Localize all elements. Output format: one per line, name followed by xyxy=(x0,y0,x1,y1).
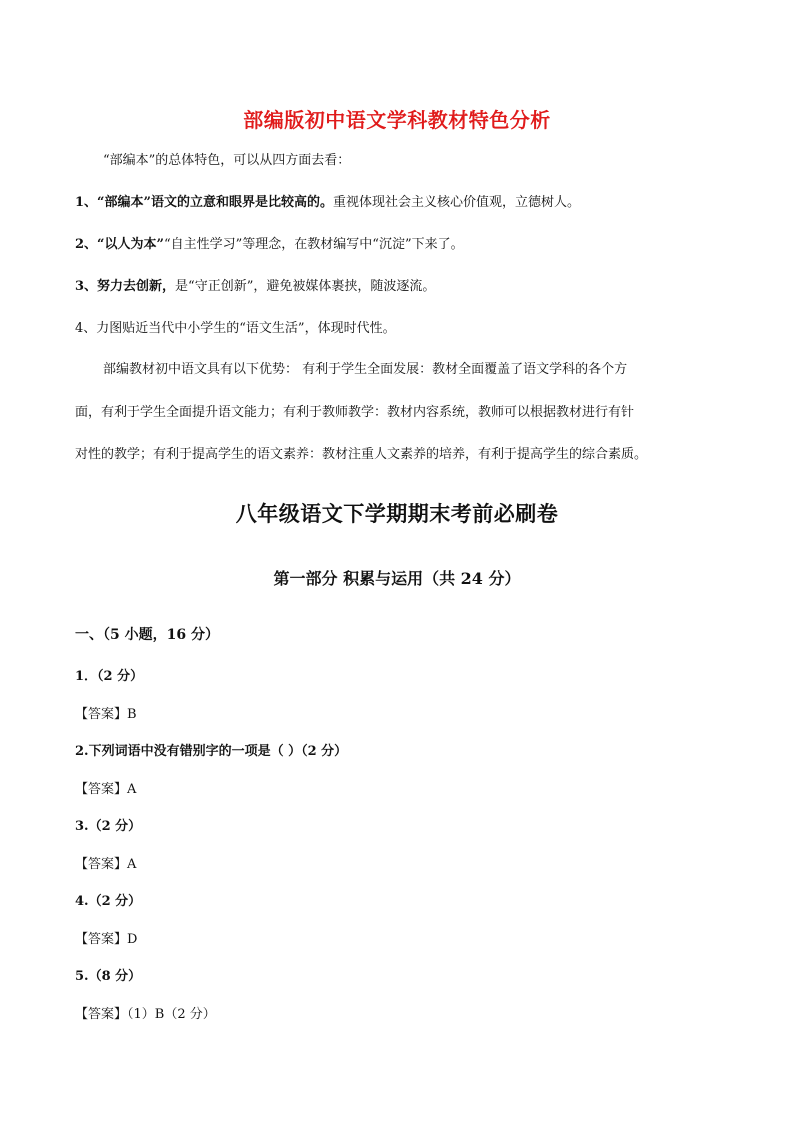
question-label: 3.（2 分） xyxy=(75,819,142,834)
feature-item xyxy=(75,275,435,294)
advantages-line: 面，有利于学生全面提升语文能力；有利于教师教学：教材内容系统，教师可以根据教材进行有针 xyxy=(75,405,635,420)
feature-text: 4、力图贴近当代中小学生的“语文生活”，体现时代性。 xyxy=(75,321,396,336)
advantages-line: 对性的教学；有利于提高学生的语文素养：教材注重人文素养的培养，有利于提高学生的综合素质。 xyxy=(75,447,648,462)
feature-bold-text: 1、“部编本”语文的立意和眼界是比较高的。 xyxy=(75,195,334,210)
feature-text: “自主性学习”等理念，在教材编写中“沉淀”下来了。 xyxy=(164,237,464,252)
answer-text: 【答案】B xyxy=(75,707,137,722)
question-label: 2.下列词语中没有错别字的一项是（ ）（2 分） xyxy=(75,744,348,759)
feature-item xyxy=(75,317,396,336)
page-title: 部编版初中语文学科教材特色分析 xyxy=(243,108,551,132)
section-header: 一、（5 小题，16 分） xyxy=(75,627,219,643)
answer-text: 【答案】D xyxy=(75,932,138,947)
feature-bold-text: 3、努力去创新， xyxy=(75,279,176,294)
answer-text: 【答案】（1）B（2 分） xyxy=(75,1007,216,1022)
feature-item xyxy=(75,191,580,210)
exam-title: 八年级语文下学期期末考前必刷卷 xyxy=(235,502,559,526)
feature-text: 重视体现社会主义核心价值观，立德树人。 xyxy=(333,195,581,210)
answer-text: 【答案】A xyxy=(75,782,137,797)
answer-text: 【答案】A xyxy=(75,857,137,872)
intro-text: “部编本”的总体特色，可以从四方面去看： xyxy=(103,153,351,168)
feature-item xyxy=(75,233,464,252)
feature-text: 是“守正创新”，避免被媒体裹挟，随波逐流。 xyxy=(175,279,436,294)
advantages-line: 部编教材初中语文具有以下优势： 有利于学生全面发展：教材全面覆盖了语文学科的各个方 xyxy=(103,362,628,377)
question-label: 5.（8 分） xyxy=(75,969,142,984)
feature-bold-text: 2、“以人为本” xyxy=(75,237,165,252)
question-label: 4.（2 分） xyxy=(75,894,142,909)
question-label: 1．（2 分） xyxy=(75,669,144,684)
part-title: 第一部分 积累与运用（共 24 分） xyxy=(273,569,521,588)
